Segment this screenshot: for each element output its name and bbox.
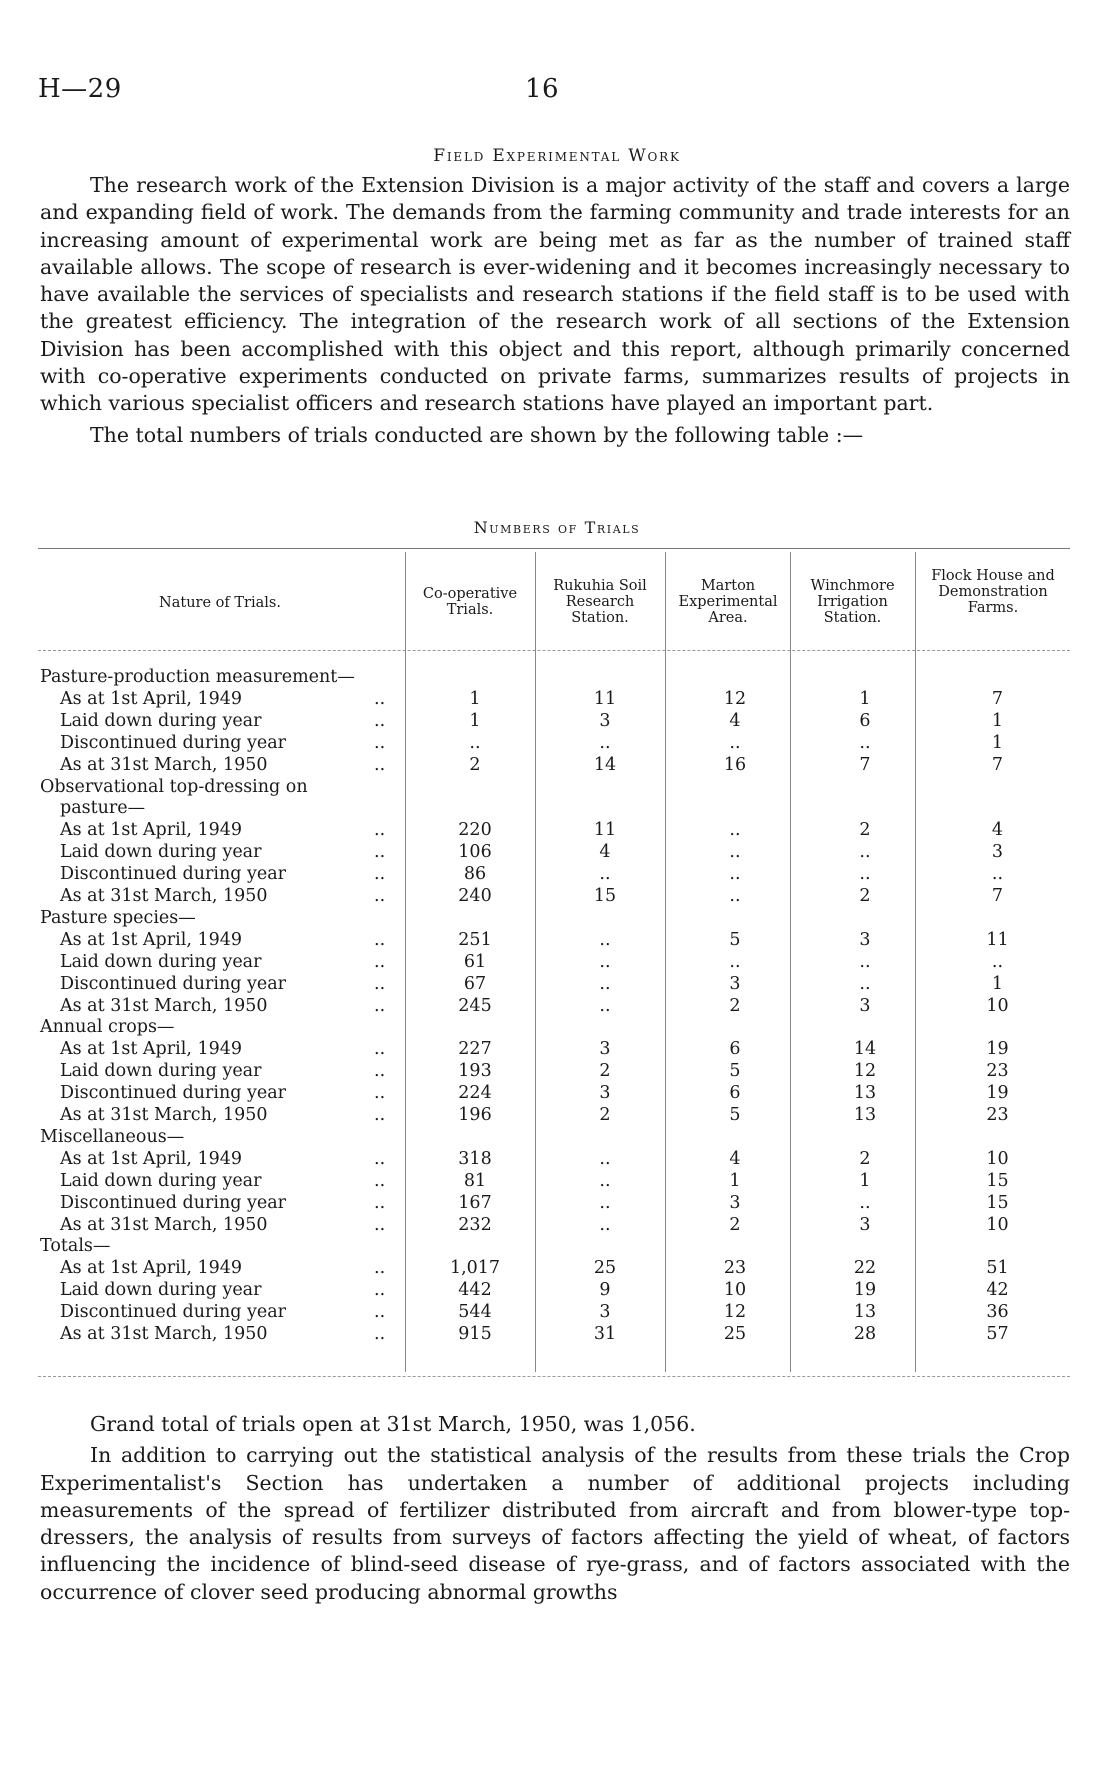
table-cell: 193 [458,1061,492,1082]
leader-dots: .. [374,886,386,906]
table-row [0,776,1114,798]
row-label: Laid down during year [60,710,262,731]
leader-dots: .. [374,1170,386,1191]
table-cell: 4 [729,710,741,731]
row-label: As at 31st March, 1950 [60,995,268,1016]
table-cell: 3 [599,1083,611,1104]
table-cell: .. [859,1192,871,1213]
row-group-label: Observational top-dressing on [40,776,308,797]
table-cell: 25 [723,1324,747,1344]
table-row [0,666,1114,688]
table-cell: 12 [723,688,747,709]
row-group-label: Pasture-production measurement— [40,667,355,687]
row-label: As at 31st March, 1950 [60,754,268,775]
table-cell: 2 [729,995,741,1016]
column-header-cooperative: Co-operative Trials. [422,586,518,618]
document-reference: H—29 [38,74,122,104]
table-cell: 6 [729,1039,741,1060]
table-row [0,1301,1114,1323]
table-row [0,797,1114,819]
table-row [0,929,1114,951]
table-cell: .. [599,1192,611,1213]
row-label: As at 31st March, 1950 [60,1105,268,1125]
table-cell: 3 [729,1192,741,1213]
table-row [0,1257,1114,1279]
table-cell: 5 [729,1105,741,1125]
table-cell: 31 [593,1324,617,1344]
table-row [0,819,1114,841]
leader-dots: .. [374,710,386,731]
table-cell: 16 [723,754,747,775]
table-cell: 23 [986,1105,1009,1125]
table-cell: 167 [458,1192,492,1213]
table-cell: 224 [458,1083,492,1104]
row-label: Laid down during year [60,1061,262,1082]
table-row [0,1148,1114,1170]
row-label: As at 31st March, 1950 [60,1214,268,1235]
row-label: Laid down during year [60,842,262,863]
table-cell: 67 [463,973,487,994]
table-cell: 11 [593,820,617,841]
table-cell: 106 [458,842,492,863]
table-row [0,754,1114,776]
grand-total-paragraph: Grand total of trials open at 31st March, 1950, was 1,056. [90,1412,696,1436]
row-group-label: Annual crops— [40,1017,175,1038]
table-cell: 23 [723,1258,747,1279]
row-label: As at 31st March, 1950 [60,886,268,906]
table-bottom-rule [38,1376,1070,1377]
table-row [0,1170,1114,1192]
table-cell: .. [859,973,871,994]
table-cell: 57 [986,1324,1009,1344]
additional-projects-paragraph: In addition to carrying out the statistical analysis of the results from these trials the Crop Experimentalist's Section has undertaken a number of additional projects including measurements of the spread of fertilizer distributed from aircraft and from blower-type top-dressers, the analysis of results from surveys of factors affecting the yield of wheat, of factors influencing the incidence of blind-seed disease of rye-grass, and of factors associated with the occurrence of clover seed producing abnormal growths [40,1443,1070,1604]
table-cell: 13 [853,1105,877,1125]
table-cell: 36 [986,1302,1009,1323]
leader-dots: .. [374,864,386,885]
table-cell: 19 [853,1280,877,1301]
table-cell: 12 [853,1061,877,1082]
table-cell: 7 [991,886,1004,906]
row-group-label: Pasture species— [40,907,196,928]
table-cell: 442 [458,1280,492,1301]
table-cell: 227 [458,1039,492,1060]
table-top-rule [38,548,1070,549]
table-cell: 7 [859,754,871,775]
table-cell: 245 [458,995,492,1016]
table-cell: 2 [599,1105,611,1125]
row-label: As at 1st April, 1949 [60,1148,242,1169]
row-label: Discontinued during year [60,1192,287,1213]
table-cell: 86 [463,864,487,885]
row-label: Discontinued during year [60,973,287,994]
table-cell: .. [729,820,741,841]
table-row [0,1323,1114,1345]
leader-dots: .. [374,1302,386,1323]
table-cell: 1 [859,1170,871,1191]
table-cell: 5 [729,1061,741,1082]
table-cell: .. [599,951,611,972]
row-group-label: Miscellaneous— [40,1126,185,1147]
row-label: Discontinued during year [60,1302,287,1323]
leader-dots: .. [374,929,386,950]
table-row [0,885,1114,907]
table-cell: .. [599,1170,611,1191]
section-heading: Field Experimental Work [433,146,681,166]
row-label: As at 1st April, 1949 [60,929,242,950]
table-cell: 220 [458,820,492,841]
column-header-flock-house: Flock House and Demonstration Farms. [931,568,1055,616]
table-row [0,1126,1114,1148]
table-row [0,1192,1114,1214]
table-cell: 81 [463,1170,487,1191]
table-cell: 251 [458,929,492,950]
table-cell: .. [729,951,741,972]
table-cell: 13 [853,1083,877,1104]
leader-dots: .. [374,842,386,863]
table-cell: 4 [991,820,1004,841]
leader-dots: .. [374,1061,386,1082]
table-cell: 3 [599,1039,611,1060]
table-cell: .. [599,929,611,950]
table-cell: .. [729,732,741,753]
leader-dots: .. [374,973,386,994]
table-cell: 7 [991,754,1004,775]
row-label: Discontinued during year [60,864,287,885]
row-label: Discontinued during year [60,732,287,753]
row-group-label: pasture— [60,798,146,819]
table-row [0,1214,1114,1236]
table-cell: 3 [859,1214,871,1235]
table-cell: 1 [991,973,1004,994]
table-cell: 10 [986,1214,1009,1235]
table-cell: 6 [859,710,871,731]
table-cell: 3 [991,842,1004,863]
table-row [0,863,1114,885]
row-label: Laid down during year [60,951,262,972]
table-cell: 1,017 [449,1258,501,1279]
table-cell: 2 [859,820,871,841]
table-cell: 9 [599,1280,611,1301]
row-label: As at 1st April, 1949 [60,1258,242,1279]
table-row [0,1060,1114,1082]
table-cell: 14 [853,1039,877,1060]
leader-dots: .. [374,688,386,709]
table-row [0,710,1114,732]
table-cell: .. [599,973,611,994]
table-cell: .. [729,842,741,863]
table-cell: 1 [991,732,1004,753]
table-cell: .. [991,951,1004,972]
table-cell: 1 [469,710,481,731]
intro-paragraph: The research work of the Extension Division is a major activity of the staff and covers a large and expanding field of work. The demands from the farming community and trade interests for an increasing amount of experimental work are being met as far as the number of trained staff available allows. The scope of research is ever-widening and it becomes increasingly necessary to have available the services of specialists and research stations if the field staff is to be used with the greatest efficiency. The integration of the research work of all sections of the Extension Division has been accomplished with this object and this report, although primarily concerned with co-operative experiments conducted on private farms, summarizes results of projects in which various specialist officers and research stations have played an important part. [40,173,1070,416]
footer-text [40,1411,1070,1606]
table-cell: 7 [991,688,1004,709]
table-cell: 4 [599,842,611,863]
table-cell: 10 [986,1148,1009,1169]
intro-text [40,172,1070,449]
table-cell: 22 [853,1258,877,1279]
table-cell: .. [599,1148,611,1169]
table-cell: 19 [986,1083,1009,1104]
row-label: As at 1st April, 1949 [60,1039,242,1060]
table-cell: 19 [986,1039,1009,1060]
table-cell: 3 [859,995,871,1016]
table-cell: 61 [463,951,487,972]
table-cell: .. [859,864,871,885]
table-cell: .. [599,864,611,885]
row-label: As at 1st April, 1949 [60,820,242,841]
leader-dots: .. [374,1148,386,1169]
table-row [0,1038,1114,1060]
table-cell: 2 [729,1214,741,1235]
table-row [0,1016,1114,1038]
table-cell: .. [859,842,871,863]
column-header-nature: Nature of Trials. [159,595,281,611]
column-header-winchmore: Winchmore Irrigation Station. [810,578,895,626]
row-label: As at 1st April, 1949 [60,688,242,709]
table-row [0,841,1114,863]
leader-dots: .. [374,1258,386,1279]
table-cell: 13 [853,1302,877,1323]
table-cell: .. [599,732,611,753]
table-cell: 2 [859,1148,871,1169]
table-cell: 15 [986,1192,1009,1213]
table-intro-paragraph: The total numbers of trials conducted are shown by the following table :— [90,422,864,447]
table-row [0,995,1114,1017]
table-cell: .. [991,864,1004,885]
table-row [0,951,1114,973]
leader-dots: .. [374,1192,386,1213]
table-row [0,1082,1114,1104]
leader-dots: .. [374,1039,386,1060]
page-number: 16 [525,74,560,104]
table-cell: 11 [986,929,1009,950]
table-cell: 3 [859,929,871,950]
row-label: Laid down during year [60,1280,262,1301]
table-cell: 2 [469,754,481,775]
leader-dots: .. [374,1214,386,1235]
table-cell: 1 [729,1170,741,1191]
table-cell: 14 [593,754,617,775]
leader-dots: .. [374,1280,386,1301]
table-cell: 1 [859,688,871,709]
table-cell: .. [599,995,611,1016]
leader-dots: .. [374,951,386,972]
table-cell: 51 [986,1258,1009,1279]
table-cell: .. [729,886,741,906]
table-cell: 544 [458,1302,492,1323]
table-cell: 3 [729,973,741,994]
table-cell: 10 [723,1280,747,1301]
table-cell: 232 [458,1214,492,1235]
table-title: Numbers of Trials [473,518,641,537]
column-header-marton: Marton Experimental Area. [678,578,778,626]
table-cell: 4 [729,1148,741,1169]
table-cell: 240 [458,886,492,906]
table-cell: 318 [458,1148,492,1169]
table-cell: .. [859,951,871,972]
table-cell: 12 [723,1302,747,1323]
row-label: Laid down during year [60,1170,262,1191]
table-row [0,688,1114,710]
row-group-label: Totals— [40,1236,111,1257]
leader-dots: .. [374,995,386,1016]
table-row [0,732,1114,754]
table-cell: 2 [859,886,871,906]
leader-dots: .. [374,1083,386,1104]
table-row [0,907,1114,929]
table-cell: 3 [599,710,611,731]
table-row [0,1104,1114,1126]
table-cell: .. [469,732,481,753]
table-cell: 2 [599,1061,611,1082]
table-cell: 10 [986,995,1009,1016]
table-cell: 23 [986,1061,1009,1082]
table-row [0,973,1114,995]
table-cell: 15 [986,1170,1009,1191]
table-cell: 5 [729,929,741,950]
leader-dots: .. [374,732,386,753]
table-cell: 6 [729,1083,741,1104]
table-cell: .. [599,1214,611,1235]
leader-dots: .. [374,1105,386,1125]
table-cell: 42 [986,1280,1009,1301]
table-row [0,1235,1114,1257]
table-cell: 3 [599,1302,611,1323]
row-label: Discontinued during year [60,1083,287,1104]
column-header-rukuhia: Rukuhia Soil Research Station. [553,578,647,626]
table-cell: 15 [593,886,617,906]
table-cell: 25 [593,1258,617,1279]
table-cell: .. [859,732,871,753]
table-cell: 1 [991,710,1004,731]
table-cell: 1 [469,688,481,709]
leader-dots: .. [374,754,386,775]
row-label: As at 31st March, 1950 [60,1324,268,1344]
table-row [0,1279,1114,1301]
leader-dots: .. [374,820,386,841]
table-cell: 196 [458,1105,492,1125]
table-cell: 28 [853,1324,877,1344]
table-cell: 915 [458,1324,492,1344]
table-cell: .. [729,864,741,885]
leader-dots: .. [374,1324,386,1344]
table-cell: 11 [593,688,617,709]
